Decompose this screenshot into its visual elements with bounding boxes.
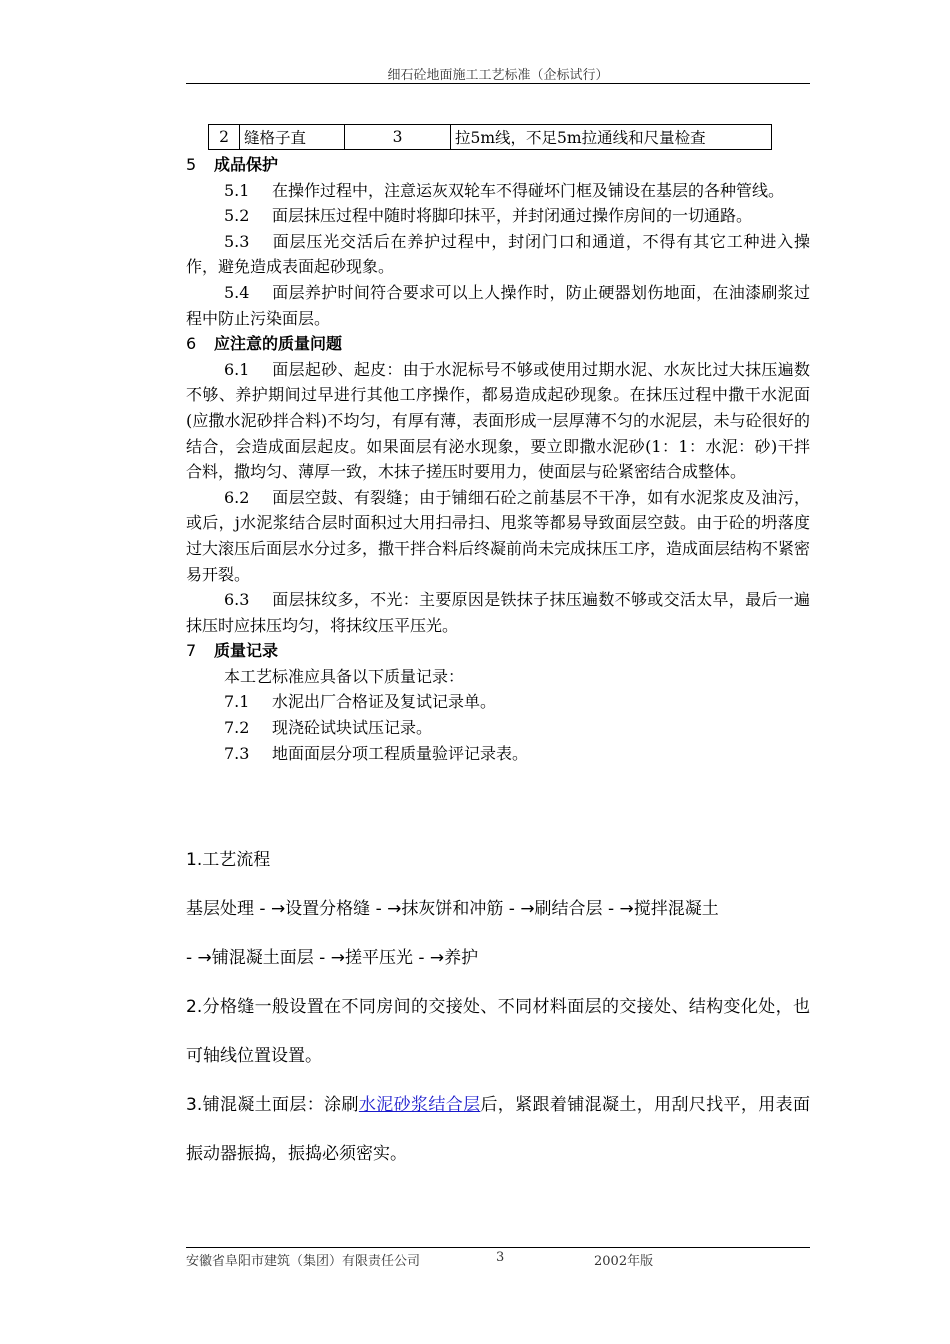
joint-note: 2.分格缝一般设置在不同房间的交接处、不同材料面层的交接处、结构变化处，也可轴线位置设置。 xyxy=(186,997,810,1066)
clause-6-1: 6.1 面层起砂、起皮：由于水泥标号不够或使用过期水泥、水灰比过大抹压遍数不够、养护期间过早进行其他工序操作，都易造成起砂现象。在抹压过程中撒干水泥面(应撒水泥砂拌合料)不均匀，有厚有薄，表面形成一层厚薄不匀的水泥层，未与砼很好的结合，会造成面层起皮。如果面层有泌水现象，要立即撒水泥砂(1：1：水泥：砂)干拌合料，撒均匀、薄厚一致，木抹子搓压时要用力，使面层与砼紧密结合成整体。 xyxy=(186,359,810,482)
section-heading-6: 6 应注意的质量问题 xyxy=(186,334,343,354)
footer-edition: 2002年版 xyxy=(594,1254,654,1269)
clause-5-3: 5.3 面层压光交活后在养护过程中，封闭门口和通道，不得有其它工种进入操作，避免造成表面起砂现象。 xyxy=(186,231,810,277)
clause-6-3: 6.3 面层抹纹多，不光：主要原因是铁抹子抹压遍数不够或交活太早，最后一遍抹压时应抹压均匀，将抹纹压平压光。 xyxy=(186,590,810,635)
clause-6-2: 6.2 面层空鼓、有裂缝；由于铺细石砼之前基层不干净，如有水泥浆皮及油污，或后，j水泥浆结合层时面积过大用扫帚扫、甩浆等都易导致面层空鼓。由于砼的坍落度过大滚压后面层水分过多，撒干拌合料后终凝前尚未完成抹压工序，造成面层结构不紧密易开裂。 xyxy=(186,487,811,584)
footer-company: 安徽省阜阳市建筑（集团）有限责任公司 xyxy=(186,1254,421,1269)
section-7-intro: 本工艺标准应具备以下质量记录： xyxy=(224,666,465,686)
table-row xyxy=(209,125,772,150)
process-flow-heading: 1.工艺流程 xyxy=(186,850,271,870)
header-rule xyxy=(186,83,810,84)
document-body xyxy=(186,152,810,766)
clause-7-2: 7.2 现浇砼试块试压记录。 xyxy=(224,718,433,738)
page-header-title: 细石砼地面施工工艺标准（企标试行） xyxy=(387,68,609,83)
appended-notes xyxy=(186,836,810,1179)
footer-rule xyxy=(186,1247,810,1248)
tolerance-cell: 3 xyxy=(345,125,451,150)
method-cell: 拉5m线，不足5m拉通线和尺量检查 xyxy=(451,125,772,150)
inspection-table xyxy=(208,124,772,150)
clause-7-1: 7.1 水泥出厂合格证及复试记录单。 xyxy=(224,692,497,712)
mortar-bond-layer-link[interactable]: 水泥砂浆结合层 xyxy=(358,1095,481,1115)
clause-5-1: 5.1 在操作过程中，注意运灰双轮车不得碰坏门框及铺设在基层的各种管线。 xyxy=(224,180,785,200)
clause-5-2: 5.2 面层抹压过程中随时将脚印抹平，并封闭通过操作房间的一切通路。 xyxy=(224,206,753,226)
row-number-cell: 2 xyxy=(209,125,240,150)
section-heading-7: 7 质量记录 xyxy=(186,641,279,661)
process-flow-line-2: - →铺混凝土面层 - →搓平压光 - →养护 xyxy=(186,948,479,968)
concrete-layer-note: 3.铺混凝土面层：涂刷水泥砂浆结合层后，紧跟着铺混凝土，用刮尺找平，用表面振动器振捣，振捣必须密实。 xyxy=(186,1095,811,1164)
item-cell: 缝格子直 xyxy=(240,125,345,150)
footer-page-number: 3 xyxy=(496,1250,505,1265)
section-heading-5: 5 成品保护 xyxy=(186,155,279,174)
process-flow-line-1: 基层处理 - →设置分格缝 - →抹灰饼和冲筋 - →刷结合层 - →搅拌混凝土 xyxy=(186,899,719,919)
clause-5-4: 5.4 面层养护时间符合要求可以上人操作时，防止硬器划伤地面，在油漆刷浆过程中防止污染面层。 xyxy=(186,282,810,328)
clause-7-3: 7.3 地面面层分项工程质量验评记录表。 xyxy=(224,743,529,763)
